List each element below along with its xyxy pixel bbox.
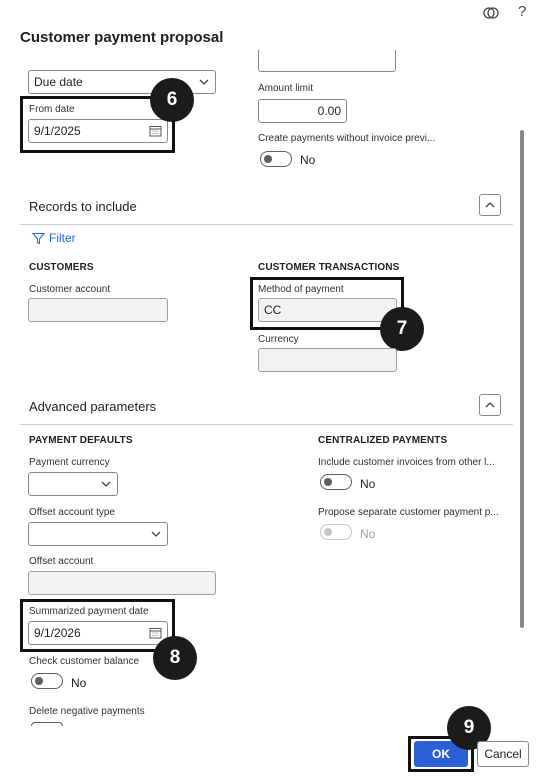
- records-divider: [20, 224, 513, 225]
- offset-account-type-select[interactable]: [28, 522, 168, 546]
- cancel-button[interactable]: Cancel: [477, 741, 529, 767]
- offset-account-field[interactable]: [28, 571, 216, 595]
- payment-currency-label: Payment currency: [29, 457, 110, 468]
- chevron-down-icon: [150, 528, 162, 543]
- propose-separate-toggle: [320, 524, 352, 540]
- scrollbar-thumb[interactable]: [520, 130, 524, 628]
- create-payments-label: Create payments without invoice previ...: [258, 133, 436, 144]
- records-section-title: Records to include: [29, 199, 137, 214]
- customers-heading: CUSTOMERS: [29, 262, 94, 273]
- chevron-down-icon: [198, 76, 210, 91]
- summarized-payment-date-value: 9/1/2026: [34, 626, 81, 640]
- highlight-summarized-payment-date: [20, 599, 175, 652]
- advanced-divider: [20, 424, 513, 425]
- delete-negative-payments-label: Delete negative payments: [29, 706, 145, 717]
- customer-account-field[interactable]: [28, 298, 168, 322]
- callout-7: 7: [380, 307, 424, 351]
- help-icon[interactable]: ?: [518, 3, 527, 20]
- filter-label: Filter: [49, 231, 76, 245]
- chevron-up-icon: [484, 199, 496, 211]
- amount-limit-label: Amount limit: [258, 83, 314, 94]
- filter-icon: [32, 232, 45, 245]
- page-title: Customer payment proposal: [20, 29, 224, 46]
- from-date-value: 9/1/2025: [34, 124, 81, 138]
- create-payments-toggle-text: No: [300, 153, 316, 167]
- summarized-payment-date-label: Summarized payment date: [29, 606, 149, 617]
- create-payments-toggle[interactable]: [260, 151, 292, 167]
- check-customer-balance-toggle-text: No: [71, 676, 87, 690]
- method-of-payment-label: Method of payment: [258, 284, 344, 295]
- centralized-payments-heading: CENTRALIZED PAYMENTS: [318, 435, 448, 446]
- include-invoices-toggle[interactable]: [320, 474, 352, 490]
- offset-account-label: Offset account: [29, 556, 94, 567]
- callout-8: 8: [153, 636, 197, 680]
- currency-field[interactable]: [258, 348, 397, 372]
- payment-currency-select[interactable]: [28, 472, 118, 496]
- advanced-section-title: Advanced parameters: [29, 399, 157, 414]
- customer-account-label: Customer account: [29, 284, 111, 295]
- propose-separate-toggle-text: No: [360, 527, 376, 541]
- check-customer-balance-toggle[interactable]: [31, 673, 63, 689]
- due-date-select-value: Due date: [34, 75, 83, 89]
- include-invoices-toggle-text: No: [360, 477, 376, 491]
- amount-limit-field[interactable]: [258, 99, 347, 123]
- payment-defaults-heading: PAYMENT DEFAULTS: [29, 435, 133, 446]
- filter-button[interactable]: [32, 231, 76, 245]
- advanced-collapse-button[interactable]: [479, 394, 501, 416]
- callout-6: 6: [150, 78, 194, 122]
- propose-separate-label: Propose separate customer payment p...: [318, 507, 499, 518]
- records-collapse-button[interactable]: [479, 194, 501, 216]
- ok-button[interactable]: OK: [414, 741, 468, 767]
- check-customer-balance-label: Check customer balance: [29, 656, 140, 667]
- callout-9: 9: [447, 706, 491, 750]
- clipped-field[interactable]: [258, 50, 396, 72]
- transactions-heading: CUSTOMER TRANSACTIONS: [258, 262, 400, 273]
- amount-limit-value: 0.00: [317, 104, 341, 118]
- delete-negative-toggle-clipped[interactable]: [31, 722, 63, 726]
- currency-label: Currency: [258, 334, 299, 345]
- copilot-icon[interactable]: [482, 4, 500, 22]
- chevron-down-icon: [100, 478, 112, 493]
- chevron-up-icon: [484, 399, 496, 411]
- offset-account-type-label: Offset account type: [29, 507, 115, 518]
- include-invoices-label: Include customer invoices from other l...: [318, 457, 495, 468]
- from-date-label: From date: [29, 104, 75, 115]
- method-of-payment-value: CC: [264, 303, 282, 317]
